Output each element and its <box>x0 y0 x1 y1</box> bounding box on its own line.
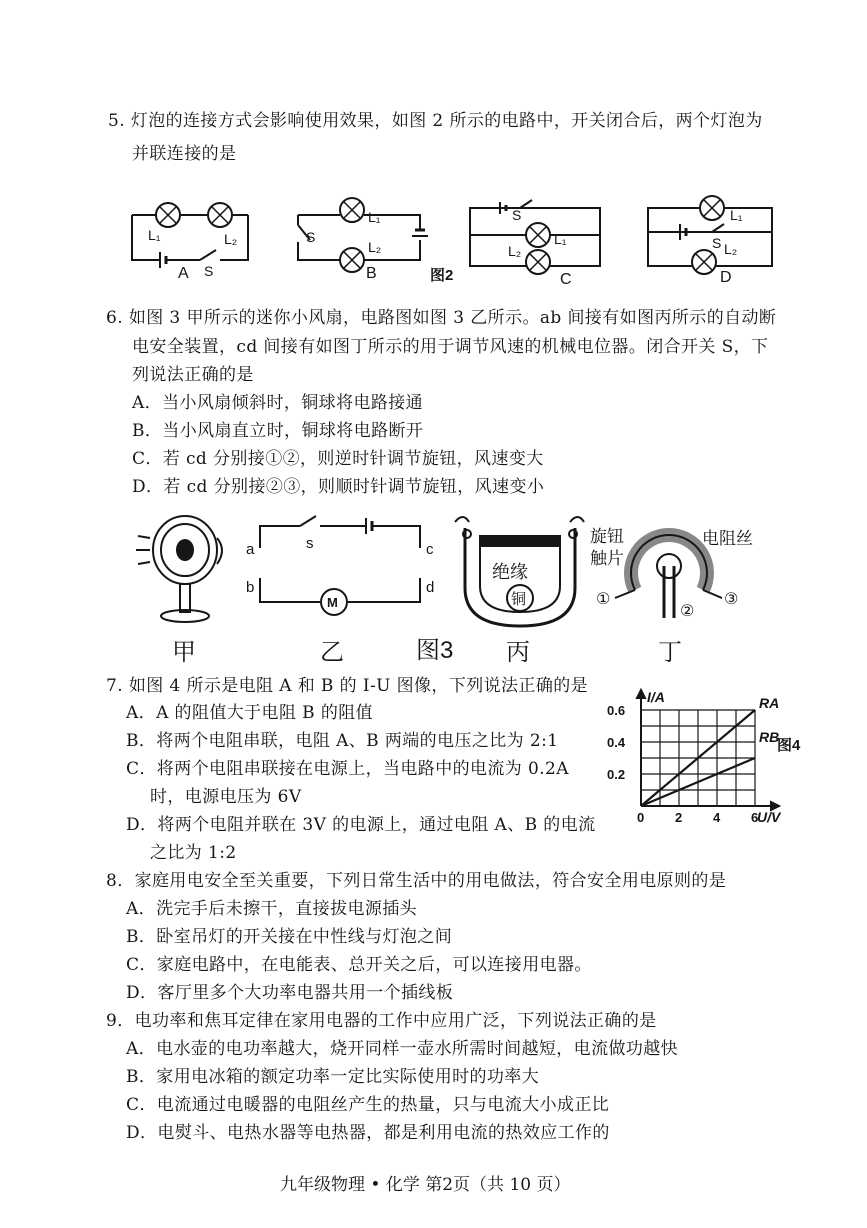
q8-option-b: B．卧室吊灯的开关接在中性线与灯泡之间 <box>126 927 453 947</box>
q6-option-b: B．当小风扇直立时，铜球将电路断开 <box>132 421 424 441</box>
circuit-yi-b: b <box>246 579 255 596</box>
figure-3-caption: 图3 <box>416 637 454 664</box>
knob-label: 旋钮 <box>590 527 624 546</box>
figure-3 <box>130 508 790 668</box>
q9-option-a: A．电水壶的电功率越大，烧开同样一壶水所需时间越短，电流做功越快 <box>126 1039 679 1059</box>
q6-stem-line2: 电安全装置，cd 间接有如图丁所示的用于调节风速的机械电位器。闭合开关 S，下 <box>132 337 769 357</box>
x-tick-2: 2 <box>675 810 683 823</box>
q5-stem-line2: 并联连接的是 <box>132 144 237 164</box>
q7-option-a: A．A 的阻值大于电阻 B 的阻值 <box>126 703 374 723</box>
circuit-a-switch: S <box>204 263 214 279</box>
insulation-label: 绝缘 <box>492 562 528 582</box>
x-tick-6: 6 <box>751 810 759 823</box>
circuit-yi-s: s <box>306 535 314 552</box>
circuit-d-l2: L₂ <box>724 241 738 257</box>
circuit-yi-a: a <box>246 541 255 558</box>
fig3-label-jia: 甲 <box>172 639 196 666</box>
series-label-R_A: RA <box>759 695 780 711</box>
figure-2-caption: 图2 <box>430 267 454 284</box>
circuit-c-switch: S <box>512 207 522 223</box>
slider-label: 触片 <box>590 549 624 568</box>
terminal-3: ③ <box>724 591 739 608</box>
y-tick-0.6: 0.6 <box>607 703 626 718</box>
chart-xlabel: U/V <box>757 809 781 823</box>
q7-option-c-line1: C．将两个电阻串联接在电源上，当电路中的电流为 0.2A <box>126 759 569 779</box>
x-tick-0: 0 <box>637 810 645 823</box>
q6-option-c: C．若 cd 分别接①②，则逆时针调节旋钮，风速变大 <box>132 449 544 469</box>
motor-label: M <box>327 595 338 610</box>
resistance-wire-label: 电阻丝 <box>702 529 753 548</box>
circuit-b <box>298 198 428 282</box>
q8-option-c: C．家庭电路中，在电能表、总开关之后，可以连接用电器。 <box>126 955 592 975</box>
q7-option-d-line2: 之比为 1:2 <box>150 843 237 863</box>
q6-option-a: A．当小风扇倾斜时，铜球将电路接通 <box>132 393 424 413</box>
terminal-1: ① <box>596 591 611 608</box>
q6-option-d: D．若 cd 分别接②③，则顺时针调节旋钮，风速变小 <box>132 477 545 497</box>
figure-4-iu-chart <box>605 688 805 823</box>
circuit-a-l2: L₂ <box>224 231 238 247</box>
q8-option-d: D．客厅里多个大功率电器共用一个插线板 <box>126 983 454 1003</box>
copper-ball-label: 铜 <box>511 591 527 608</box>
circuit-b-l2: L₂ <box>368 239 382 255</box>
figure-2 <box>120 190 800 290</box>
fig3-label-ding: 丁 <box>658 639 682 666</box>
chart-ylabel: I/A <box>647 689 665 705</box>
q9-option-d: D．电熨斗、电热水器等电热器，都是利用电流的热效应工作的 <box>126 1123 610 1143</box>
circuit-yi-c: c <box>426 541 434 558</box>
circuit-d-l1: L₁ <box>730 207 743 223</box>
circuit-c-l2: L₂ <box>508 243 522 259</box>
terminal-2: ② <box>680 603 695 620</box>
q7-option-c-line2: 时，电源电压为 6V <box>150 787 302 807</box>
circuit-c-letter: C <box>560 271 572 288</box>
q9-stem: 9．电功率和焦耳定律在家用电器的工作中应用广泛，下列说法正确的是 <box>106 1011 657 1031</box>
series-label-R_B: RB <box>759 729 780 745</box>
page-footer: 九年级物理 • 化学 第2页（共 10 页） <box>280 1175 571 1195</box>
q7-stem: 7. 如图 4 所示是电阻 A 和 B 的 I-U 图像，下列说法正确的是 <box>106 676 589 696</box>
circuit-b-letter: B <box>366 265 377 282</box>
q5-stem-line1: 5. 灯泡的连接方式会影响使用效果，如图 2 所示的电路中，开关闭合后，两个灯泡为 <box>108 111 763 131</box>
mini-fan <box>136 516 222 622</box>
circuit-c-l1: L₁ <box>554 231 567 247</box>
circuit-a <box>132 203 248 282</box>
circuit-yi <box>260 516 420 615</box>
y-tick-0.4: 0.4 <box>607 735 626 750</box>
y-axis-arrow <box>637 690 645 698</box>
q6-stem-line1: 6. 如图 3 甲所示的迷你小风扇，电路图如图 3 乙所示。ab 间接有如图丙所示的自动断 <box>106 308 777 328</box>
fig3-label-bing: 丙 <box>506 639 530 666</box>
q8-stem: 8．家庭用电安全至关重要，下列日常生活中的用电做法，符合安全用电原则的是 <box>106 871 727 891</box>
chart-title: 图4 <box>777 737 801 754</box>
circuit-d-switch: S <box>712 235 722 251</box>
y-tick-0.2: 0.2 <box>607 767 626 782</box>
circuit-d <box>648 196 772 286</box>
x-tick-4: 4 <box>713 810 721 823</box>
q9-option-b: B．家用电冰箱的额定功率一定比实际使用时的功率大 <box>126 1067 540 1087</box>
q7-option-d-line1: D．将两个电阻并联在 3V 的电源上，通过电阻 A、B 的电流 <box>126 815 596 835</box>
circuit-b-l1: L₁ <box>368 209 381 225</box>
fig3-label-yi: 乙 <box>320 639 344 666</box>
circuit-yi-d: d <box>426 579 435 596</box>
circuit-a-l1: L₁ <box>148 227 161 243</box>
circuit-a-letter: A <box>178 265 189 282</box>
q8-option-a: A．洗完手后未擦干，直接拔电源插头 <box>126 899 418 919</box>
q9-option-c: C．电流通过电暖器的电阻丝产生的热量，只与电流大小成正比 <box>126 1095 610 1115</box>
q7-option-b: B．将两个电阻串联，电阻 A、B 两端的电压之比为 2:1 <box>126 731 559 751</box>
circuit-c <box>470 200 600 288</box>
circuit-d-letter: D <box>720 269 732 286</box>
q6-stem-line3: 列说法正确的是 <box>132 365 254 385</box>
circuit-b-switch: S <box>306 229 316 245</box>
